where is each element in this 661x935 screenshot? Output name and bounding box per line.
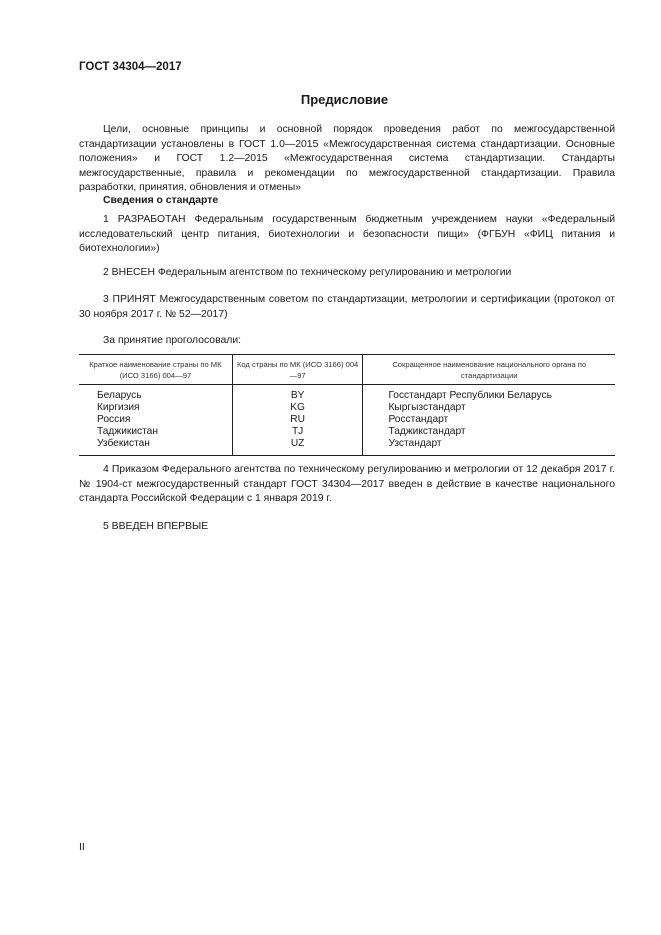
country-cell: Киргизия <box>97 402 140 413</box>
org-cell: Росстандарт <box>363 414 615 426</box>
document-code: ГОСТ 34304—2017 <box>79 61 182 73</box>
intro-paragraph: Цели, основные принципы и основной порядок проведения работ по межгосударственной стандартизации установлены в ГОСТ 1.0—2015 «Межгосударственная система стандартизации. Основные положения» и ГОСТ 1.2—2015 «Межгосударственная система стандартизации. Стандарты межгосударственные, правила и рекомендации по межгосударственной стандартизации. Правила разработки, принятия, обновления и отмены» <box>79 124 615 194</box>
code-cell: TJ <box>232 426 363 438</box>
page-title <box>0 92 661 107</box>
code-cell: KG <box>232 402 363 414</box>
header-org: Сокращенное наименование национального органа по стандартизации <box>363 355 615 385</box>
item-adopted: 3 ПРИНЯТ Межгосударственным советом по стандартизации, метрологии и сертификации (протокол от 30 ноября 2017 г. № 52—2017) <box>79 294 615 320</box>
page-title-text: Предисловие <box>300 92 389 107</box>
table-row <box>79 438 615 456</box>
country-cell: Беларусь <box>97 390 142 401</box>
item-submitted: 2 ВНЕСЕН Федеральным агентством по техническому регулированию и метрологии <box>103 267 512 278</box>
voting-table <box>79 354 615 456</box>
table-row <box>79 414 615 426</box>
item-introduced: 5 ВВЕДЕН ВПЕРВЫЕ <box>103 521 209 532</box>
table-row <box>79 385 615 403</box>
table-row <box>79 402 615 414</box>
header-country: Краткое наименование страны по МК (ИСО 3166) 004—97 <box>79 355 232 385</box>
table-header-row <box>79 355 615 385</box>
country-cell: Таджикистан <box>97 426 158 437</box>
item-developed: 1 РАЗРАБОТАН Федеральным государственным бюджетным учреждением науки «Федеральный исследовательский центр питания, биотехнологии и безопасности пищи» (ФГБУН «ФИЦ питания и биотехнологии») <box>79 214 615 255</box>
country-cell: Узбекистан <box>79 438 232 456</box>
code-cell: RU <box>232 414 363 426</box>
table-row <box>79 426 615 438</box>
org-cell: Таджикстандарт <box>363 426 615 438</box>
code-cell: BY <box>232 385 363 403</box>
section-subheading: Сведения о стандарте <box>103 195 219 206</box>
code-cell: UZ <box>232 438 363 456</box>
header-code: Код страны по МК (ИСО 3166) 004—97 <box>232 355 363 385</box>
vote-label: За принятие проголосовали: <box>103 335 242 346</box>
org-cell: Госстандарт Республики Беларусь <box>363 385 615 403</box>
item-enacted: 4 Приказом Федерального агентства по техническому регулированию и метрологии от 12 декабря 2017 г. № 1904-ст межгосударственный стандарт ГОСТ 34304—2017 введен в действие в качестве национального стандарта Российской Федерации с 1 января 2019 г. <box>79 464 615 505</box>
org-cell: Кыргызстандарт <box>363 402 615 414</box>
country-cell: Россия <box>97 414 131 425</box>
page-number: II <box>79 842 85 853</box>
org-cell: Узстандарт <box>363 438 615 456</box>
